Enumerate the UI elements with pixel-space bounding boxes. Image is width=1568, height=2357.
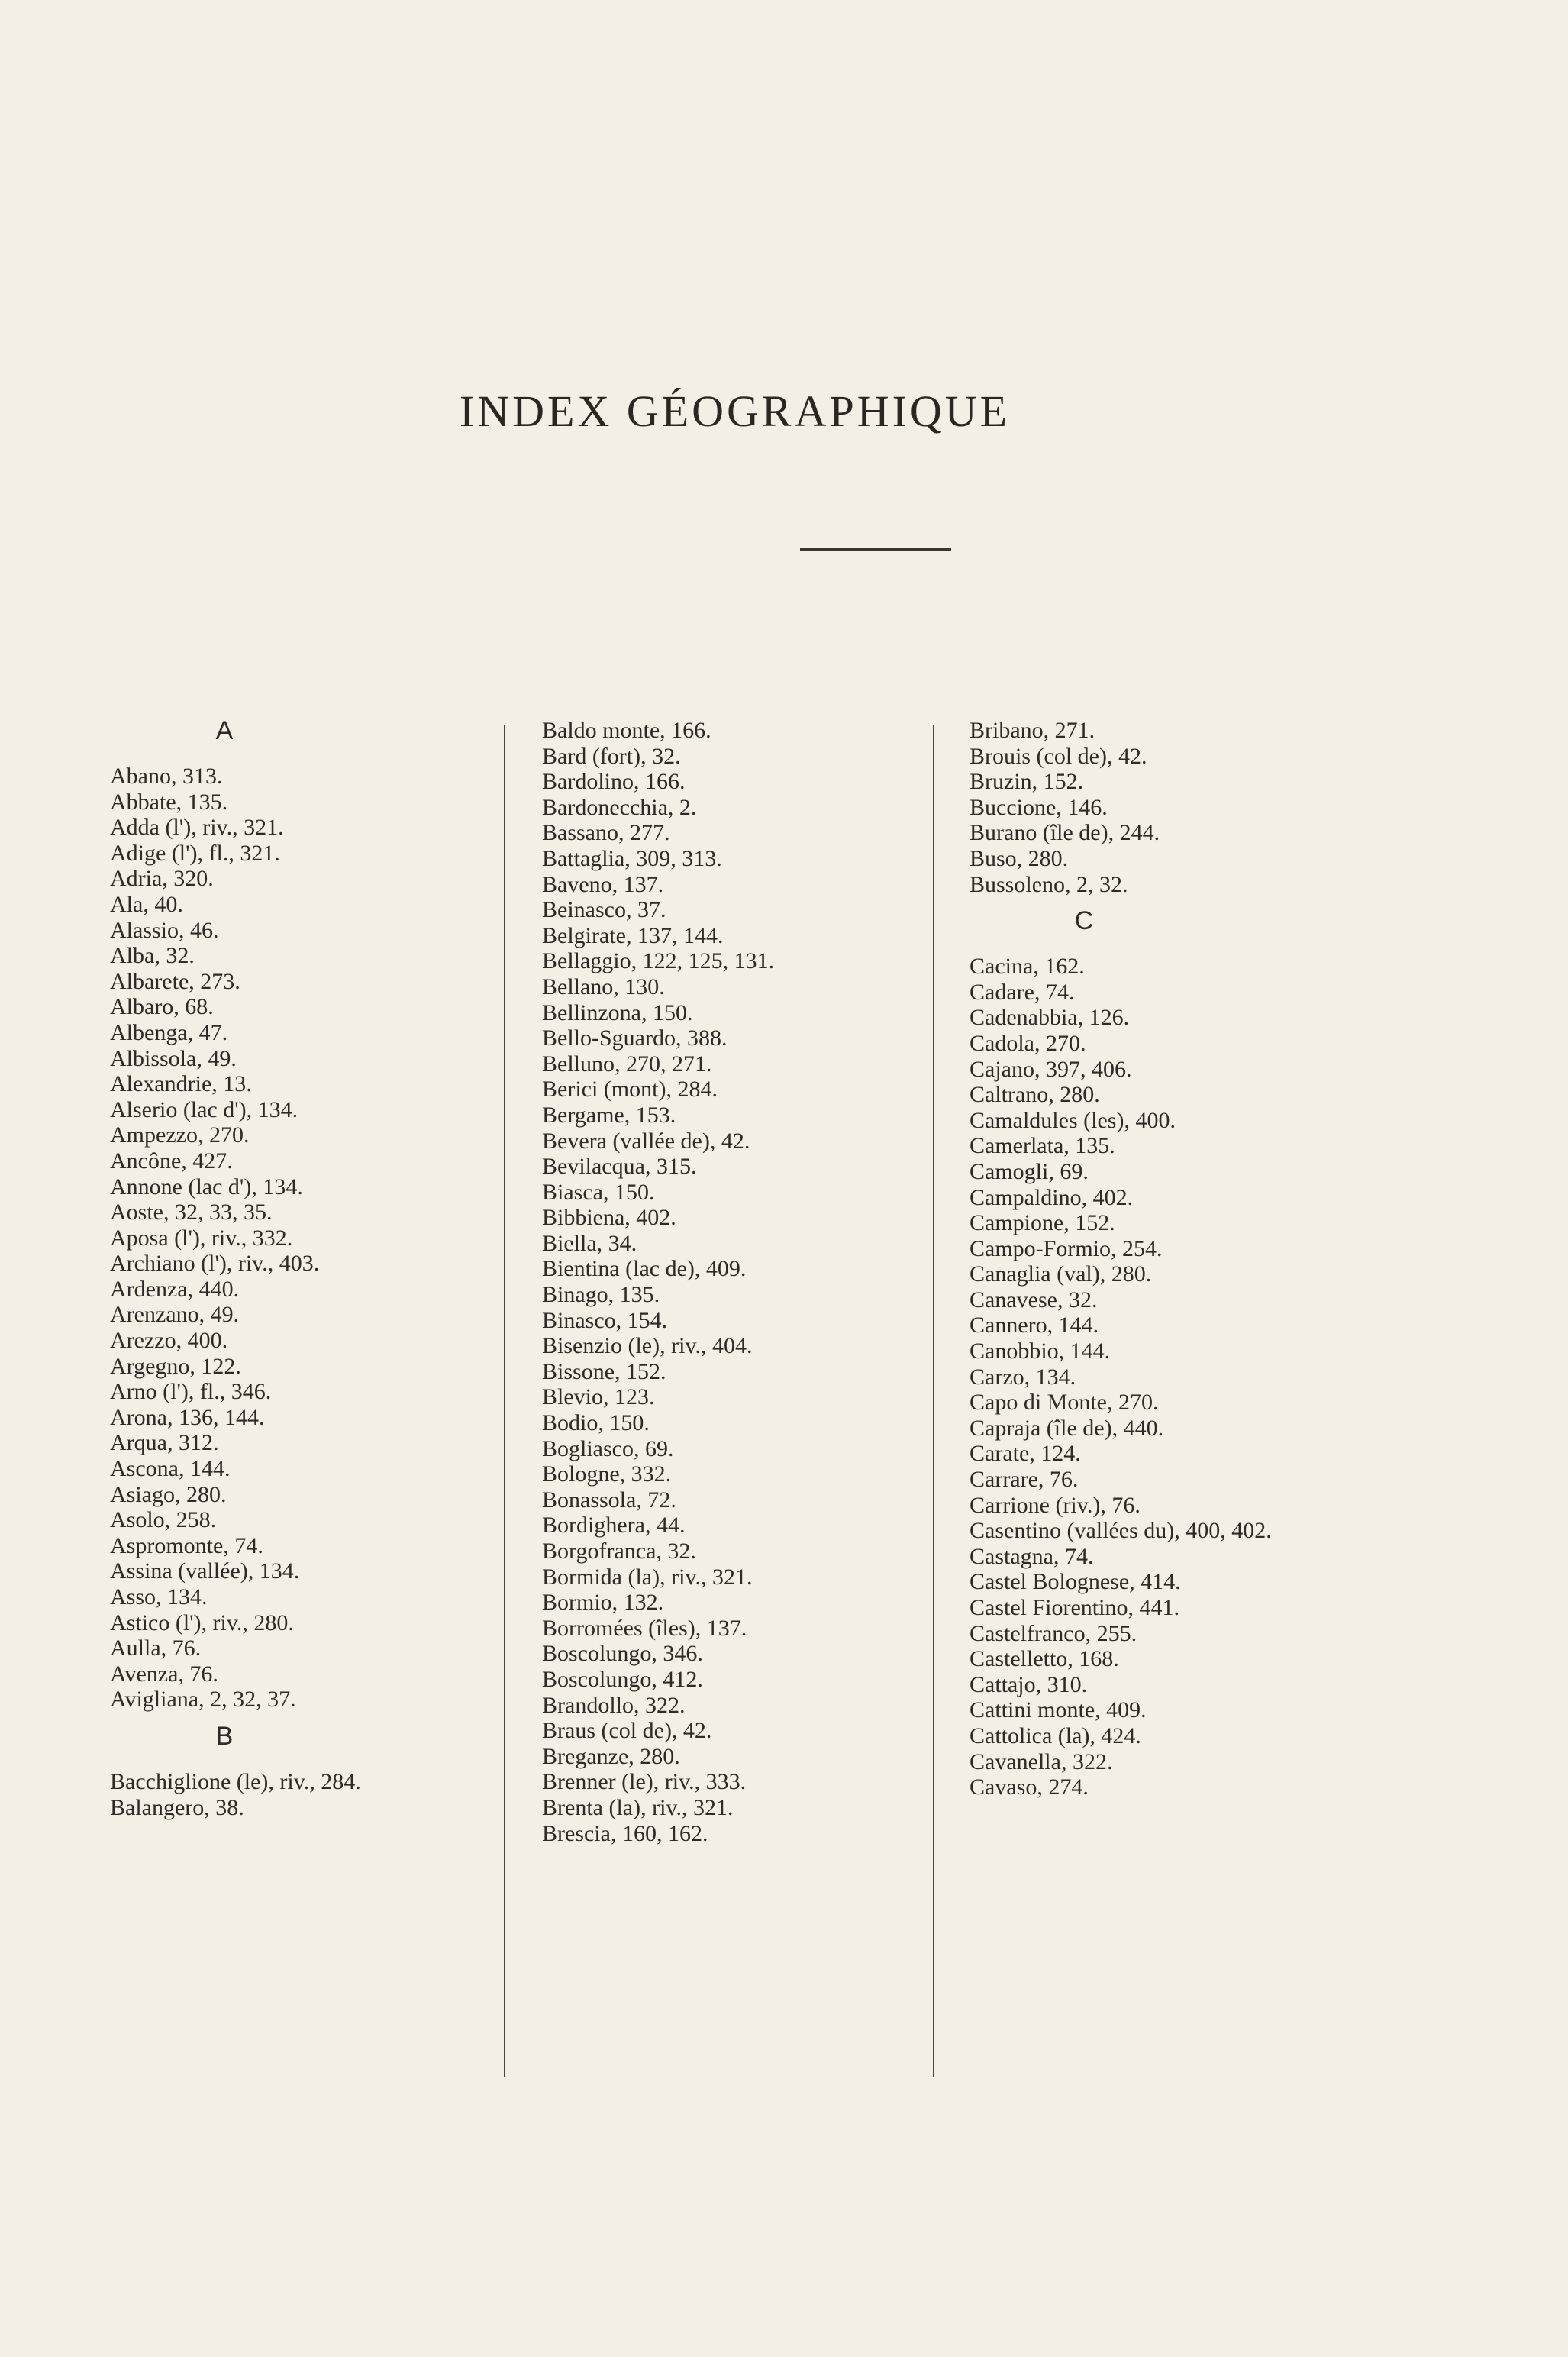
index-entry: Binago, 135. — [542, 1282, 660, 1308]
index-entry: Cannero, 144. — [970, 1312, 1099, 1338]
index-entry: Baldo monte, 166. — [542, 718, 711, 743]
index-entry: Bisenzio (le), riv., 404. — [542, 1333, 753, 1359]
index-entry: Carate, 124. — [970, 1441, 1081, 1467]
index-entry: Bormida (la), riv., 321. — [542, 1564, 753, 1590]
index-entry: Bodio, 150. — [542, 1410, 650, 1436]
index-entry: Ardenza, 440. — [110, 1276, 240, 1302]
index-entry: Binasco, 154. — [542, 1307, 668, 1333]
index-entry: Alserio (lac d'), 134. — [110, 1096, 298, 1122]
index-entry: Bergame, 153. — [542, 1102, 676, 1128]
section-letter-heading: A — [215, 716, 234, 745]
index-entry: Bard (fort), 32. — [542, 743, 681, 769]
index-entry: Baveno, 137. — [542, 871, 664, 897]
index-entry: Aoste, 32, 33, 35. — [110, 1199, 273, 1225]
title-divider — [800, 548, 951, 551]
index-entry: Carzo, 134. — [970, 1364, 1076, 1390]
index-entry: Alba, 32. — [110, 943, 195, 969]
index-entry: Cavaso, 274. — [970, 1774, 1089, 1800]
index-entry: Canobbio, 144. — [970, 1338, 1111, 1364]
index-entry: Biasca, 150. — [542, 1179, 655, 1205]
index-entry: Adda (l'), riv., 321. — [110, 815, 284, 841]
index-entry: Brandollo, 322. — [542, 1692, 686, 1718]
section-letter-heading: B — [215, 1721, 234, 1751]
index-entry: Castagna, 74. — [970, 1543, 1094, 1569]
column-divider-left — [504, 725, 505, 2077]
index-entry: Avenza, 76. — [110, 1661, 218, 1687]
index-entry: Annone (lac d'), 134. — [110, 1174, 303, 1199]
index-entry: Bacchiglione (le), riv., 284. — [110, 1768, 361, 1794]
index-entry: Blevio, 123. — [542, 1384, 655, 1410]
index-column-2 — [542, 718, 774, 1846]
index-entry: Bonassola, 72. — [542, 1487, 676, 1513]
index-entry: Bordighera, 44. — [542, 1513, 686, 1539]
index-entry: Bellano, 130. — [542, 973, 665, 999]
index-entry: Asiago, 280. — [110, 1481, 227, 1507]
page-title: INDEX GÉOGRAPHIQUE — [459, 386, 1011, 436]
index-entry: Bellinzona, 150. — [542, 999, 693, 1025]
index-entry: Arno (l'), fl., 346. — [110, 1379, 272, 1405]
index-entry: Albaro, 68. — [110, 994, 214, 1020]
index-entry: Campione, 152. — [970, 1210, 1115, 1236]
index-entry: Albarete, 273. — [110, 968, 240, 994]
index-entry: Bevera (vallée de), 42. — [542, 1128, 750, 1154]
index-column-1 — [110, 718, 361, 1820]
index-entry: Alassio, 46. — [110, 917, 219, 943]
index-entry: Arenzano, 49. — [110, 1302, 240, 1328]
index-entry: Arona, 136, 144. — [110, 1404, 265, 1430]
index-entry: Aposa (l'), riv., 332. — [110, 1225, 293, 1251]
index-entry: Adige (l'), fl., 321. — [110, 840, 280, 866]
index-entry: Belluno, 270, 271. — [542, 1051, 712, 1077]
index-entry: Canavese, 32. — [970, 1287, 1098, 1312]
index-entry: Aspromonte, 74. — [110, 1532, 263, 1558]
index-entry: Brenner (le), riv., 333. — [542, 1769, 747, 1795]
index-entry: Bruzin, 152. — [970, 769, 1084, 795]
index-entry: Capo di Monte, 270. — [970, 1390, 1159, 1416]
index-entry: Abbate, 135. — [110, 789, 228, 815]
index-entry: Bribano, 271. — [970, 718, 1095, 743]
index-entry: Bissone, 152. — [542, 1358, 666, 1384]
index-entry: Campo-Formio, 254. — [970, 1235, 1163, 1261]
index-entry: Borgofranca, 32. — [542, 1539, 696, 1564]
index-entry: Capraja (île de), 440. — [970, 1415, 1164, 1441]
index-entry: Carrare, 76. — [970, 1467, 1079, 1493]
index-entry: Campaldino, 402. — [970, 1184, 1134, 1210]
index-entry: Breganze, 280. — [542, 1743, 680, 1769]
index-column-3 — [970, 718, 1272, 1800]
index-entry: Cajano, 397, 406. — [970, 1056, 1132, 1082]
index-entry: Arqua, 312. — [110, 1430, 219, 1456]
index-entry: Brenta (la), riv., 321. — [542, 1794, 734, 1820]
index-entry: Aulla, 76. — [110, 1635, 202, 1661]
index-entry: Bibbiena, 402. — [542, 1205, 676, 1231]
index-entry: Boscolungo, 412. — [542, 1666, 703, 1692]
index-entry: Bevilacqua, 315. — [542, 1154, 697, 1180]
index-entry: Bologne, 332. — [542, 1461, 672, 1487]
index-entry: Albenga, 47. — [110, 1019, 228, 1045]
index-entry: Bussoleno, 2, 32. — [970, 871, 1128, 897]
index-entry: Bellaggio, 122, 125, 131. — [542, 948, 775, 974]
index-entry: Argegno, 122. — [110, 1353, 241, 1379]
index-entry: Adria, 320. — [110, 866, 214, 892]
index-entry: Cattajo, 310. — [970, 1671, 1088, 1697]
column-divider-right — [933, 725, 934, 2077]
index-entry: Burano (île de), 244. — [970, 820, 1160, 846]
index-entry: Canaglia (val), 280. — [970, 1261, 1152, 1287]
index-entry: Bello-Sguardo, 388. — [542, 1025, 728, 1051]
index-entry: Arezzo, 400. — [110, 1328, 228, 1354]
index-entry: Cattini monte, 409. — [970, 1697, 1147, 1723]
index-entry: Braus (col de), 42. — [542, 1718, 712, 1744]
index-entry: Ala, 40. — [110, 891, 183, 917]
index-entry: Castel Fiorentino, 441. — [970, 1595, 1179, 1620]
index-entry: Cadenabbia, 126. — [970, 1005, 1130, 1031]
index-entry: Cacina, 162. — [970, 954, 1085, 980]
index-entry: Biella, 34. — [542, 1230, 637, 1256]
index-entry: Assina (vallée), 134. — [110, 1558, 300, 1584]
index-entry: Ascona, 144. — [110, 1456, 231, 1482]
index-entry: Archiano (l'), riv., 403. — [110, 1251, 320, 1277]
index-entry: Abano, 313. — [110, 764, 223, 789]
index-entry: Brouis (col de), 42. — [970, 743, 1147, 769]
index-entry: Caltrano, 280. — [970, 1082, 1100, 1108]
index-entry: Bormio, 132. — [542, 1590, 664, 1616]
index-entry: Borromées (îles), 137. — [542, 1615, 747, 1641]
index-entry: Camaldules (les), 400. — [970, 1107, 1176, 1133]
index-entry: Brescia, 160, 162. — [542, 1820, 708, 1846]
index-entry: Castelletto, 168. — [970, 1646, 1119, 1672]
index-entry: Buso, 280. — [970, 845, 1069, 871]
index-entry: Camogli, 69. — [970, 1158, 1089, 1184]
index-entry: Cadare, 74. — [970, 979, 1075, 1005]
index-entry: Bientina (lac de), 409. — [542, 1256, 747, 1282]
index-entry: Asso, 134. — [110, 1584, 208, 1610]
index-entry: Cattolica (la), 424. — [970, 1723, 1141, 1748]
index-entry: Balangero, 38. — [110, 1794, 244, 1820]
index-entry: Berici (mont), 284. — [542, 1077, 718, 1103]
index-entry: Battaglia, 309, 313. — [542, 845, 722, 871]
index-entry: Belgirate, 137, 144. — [542, 922, 724, 948]
index-entry: Astico (l'), riv., 280. — [110, 1610, 294, 1635]
index-entry: Bardonecchia, 2. — [542, 794, 697, 820]
index-entry: Ancône, 427. — [110, 1148, 233, 1174]
index-entry: Castelfranco, 255. — [970, 1620, 1137, 1646]
section-letter-heading: C — [1074, 906, 1094, 936]
index-entry: Ampezzo, 270. — [110, 1122, 250, 1148]
index-entry: Beinasco, 37. — [542, 897, 666, 923]
index-entry: Carrione (riv.), 76. — [970, 1492, 1141, 1518]
index-entry: Buccione, 146. — [970, 794, 1108, 820]
index-entry: Camerlata, 135. — [970, 1133, 1115, 1159]
index-entry: Cavanella, 322. — [970, 1748, 1113, 1774]
index-entry: Bassano, 277. — [542, 820, 670, 846]
index-entry: Boscolungo, 346. — [542, 1641, 703, 1667]
index-entry: Avigliana, 2, 32, 37. — [110, 1687, 296, 1713]
index-entry: Asolo, 258. — [110, 1507, 217, 1533]
index-entry: Albissola, 49. — [110, 1045, 237, 1071]
index-entry: Castel Bolognese, 414. — [970, 1569, 1181, 1595]
index-entry: Alexandrie, 13. — [110, 1071, 252, 1097]
index-entry: Casentino (vallées du), 400, 402. — [970, 1518, 1272, 1544]
index-entry: Bogliasco, 69. — [542, 1435, 674, 1461]
index-entry: Bardolino, 166. — [542, 769, 686, 795]
index-entry: Cadola, 270. — [970, 1030, 1086, 1056]
